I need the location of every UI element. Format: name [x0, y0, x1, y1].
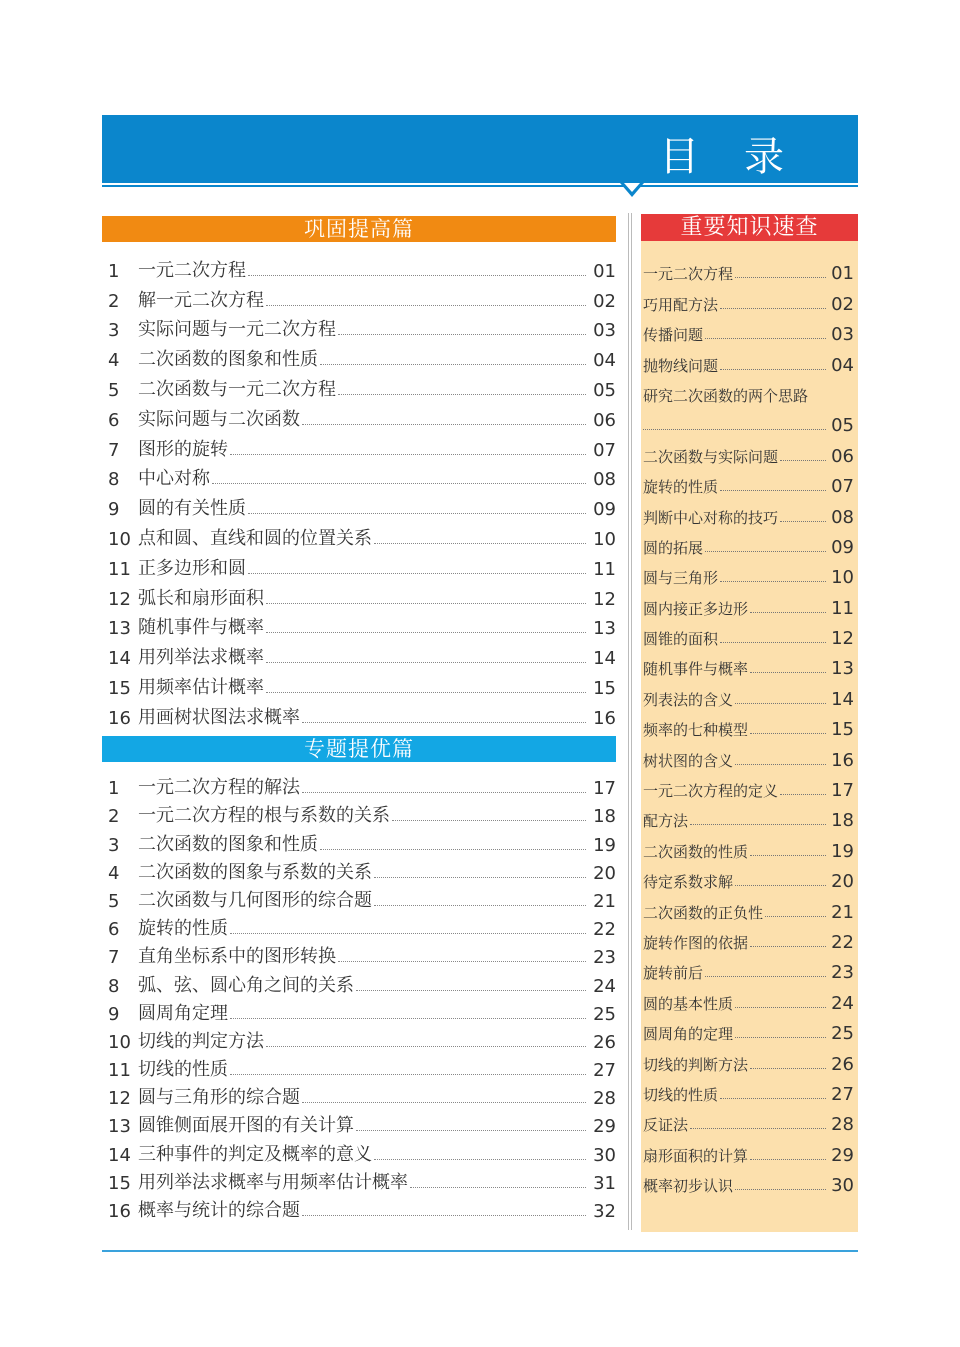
toc-label: 圆的有关性质	[138, 498, 246, 520]
toc-page: 10	[593, 528, 616, 550]
sidebar-item-label: 研究二次函数的两个思路	[643, 386, 809, 405]
footer-rule	[102, 1250, 858, 1252]
sidebar-item-label: 切线的判断方法	[643, 1055, 749, 1074]
toc-label: 弧长和扇形面积	[138, 587, 264, 609]
section-b-heading: 专题提优篇	[102, 736, 616, 762]
sidebar-item-page: 20	[831, 871, 854, 893]
toc-page: 01	[593, 260, 616, 282]
toc-page: 26	[593, 1031, 616, 1053]
toc-page: 02	[593, 290, 616, 312]
title-banner	[102, 115, 858, 183]
sidebar-item[interactable]	[641, 740, 858, 770]
sidebar-item-page: 06	[831, 445, 854, 467]
dot-leader	[720, 308, 826, 309]
sidebar-item[interactable]	[641, 345, 858, 375]
sidebar-item[interactable]	[641, 497, 858, 527]
sidebar-item-label: 概率初步认识	[643, 1177, 734, 1196]
dot-leader	[374, 1159, 586, 1160]
toc-row[interactable]	[102, 401, 616, 431]
toc-page: 23	[593, 947, 616, 969]
page-title: 目 录	[659, 134, 800, 180]
toc-label: 圆锥侧面展开图的有关计算	[138, 1115, 354, 1137]
toc-label: 二次函数的图象与系数的关系	[138, 861, 372, 883]
toc-number: 14	[108, 1144, 131, 1166]
dot-leader	[750, 855, 826, 856]
sidebar-item-leader-line	[641, 406, 858, 436]
dot-leader	[705, 338, 826, 339]
sidebar-item[interactable]	[641, 771, 858, 801]
toc-row[interactable]	[102, 490, 616, 520]
sidebar-item-page: 11	[831, 597, 854, 619]
dot-leader	[302, 1102, 586, 1103]
sidebar-item[interactable]	[641, 1044, 858, 1074]
sidebar-item-page: 21	[831, 901, 854, 923]
toc-number: 5	[108, 379, 120, 401]
toc-row[interactable]	[102, 610, 616, 640]
toc-number: 6	[108, 919, 120, 941]
dot-leader	[230, 933, 586, 934]
dot-leader	[338, 961, 586, 962]
sidebar-item-label: 圆与三角形	[643, 569, 719, 588]
toc-page: 29	[593, 1116, 616, 1138]
sidebar-item[interactable]	[641, 467, 858, 497]
dot-leader	[320, 849, 586, 850]
sidebar-item-label: 树状图的含义	[643, 751, 734, 770]
toc-number: 16	[108, 1201, 131, 1222]
toc-row[interactable]	[102, 431, 616, 461]
sidebar-item-page: 14	[831, 688, 854, 710]
sidebar-item-label: 二次函数的正负性	[643, 903, 764, 922]
dot-leader	[690, 1128, 826, 1129]
toc-label: 随机事件与概率	[138, 617, 264, 639]
toc-row[interactable]	[102, 1081, 616, 1109]
dot-leader	[750, 1068, 826, 1069]
dot-leader	[374, 905, 586, 906]
toc-row[interactable]	[102, 341, 616, 371]
sidebar-item[interactable]	[641, 923, 858, 953]
sidebar-item-page: 17	[831, 780, 854, 802]
sidebar-item[interactable]	[641, 710, 858, 740]
sidebar-item-label: 旋转作图的依据	[643, 934, 749, 952]
sidebar-list	[641, 254, 858, 1196]
sidebar-item-page: 12	[831, 628, 854, 650]
toc-row[interactable]	[102, 1109, 616, 1137]
toc-page: 20	[593, 862, 616, 884]
sidebar-item[interactable]	[641, 376, 858, 437]
dot-leader	[690, 824, 826, 825]
toc-page: 32	[593, 1201, 616, 1222]
toc-label: 用列举法求概率	[138, 647, 264, 669]
dot-leader	[266, 603, 586, 604]
dot-leader	[735, 277, 826, 278]
toc-page: 08	[593, 469, 616, 491]
dot-leader	[266, 692, 586, 693]
toc-page: 14	[593, 648, 616, 670]
sidebar-item-label: 一元二次方程的定义	[643, 782, 779, 801]
toc-label: 正多边形和圆	[138, 557, 246, 579]
dot-leader	[230, 1074, 586, 1075]
sidebar-item-label: 圆锥的面积	[643, 630, 719, 649]
toc-number: 15	[108, 1172, 131, 1194]
sidebar-item-label: 旋转前后	[643, 964, 704, 983]
dot-leader	[735, 703, 826, 704]
sidebar-item-label: 配方法	[643, 812, 689, 831]
toc-page: 30	[593, 1144, 616, 1166]
toc-row[interactable]	[102, 856, 616, 884]
column-divider	[628, 213, 632, 1230]
sidebar-item[interactable]	[641, 1135, 858, 1165]
toc-label: 一元二次方程	[138, 259, 246, 281]
toc-row[interactable]	[102, 884, 616, 912]
dot-leader	[720, 490, 826, 491]
sidebar-item[interactable]	[641, 315, 858, 345]
sidebar-heading: 重要知识速查	[641, 214, 858, 241]
sidebar-item-label: 旋转的性质	[643, 478, 719, 497]
section-b-list	[102, 771, 616, 1222]
sidebar-item[interactable]	[641, 862, 858, 892]
toc-number: 8	[108, 975, 120, 997]
toc-number: 12	[108, 588, 131, 610]
sidebar-item[interactable]	[641, 436, 858, 466]
toc-row[interactable]	[102, 1025, 616, 1053]
toc-label: 图形的旋转	[138, 438, 228, 460]
toc-label: 用频率估计概率	[138, 676, 264, 698]
toc-row[interactable]	[102, 968, 616, 996]
sidebar-item-page: 22	[831, 932, 854, 953]
sidebar-item-page: 29	[831, 1144, 854, 1166]
toc-label: 实际问题与一元二次方程	[138, 319, 336, 341]
dot-leader	[302, 722, 586, 723]
dot-leader	[720, 369, 826, 370]
dot-leader	[266, 1046, 586, 1047]
dot-leader	[720, 1098, 826, 1099]
sidebar-item-label: 圆的拓展	[643, 538, 704, 557]
dot-leader	[302, 424, 586, 425]
toc-page: 31	[593, 1172, 616, 1194]
toc-row[interactable]	[102, 312, 616, 342]
toc-number: 9	[108, 1003, 120, 1025]
toc-row[interactable]	[102, 827, 616, 855]
dot-leader	[212, 483, 586, 484]
sidebar-item[interactable]	[641, 1166, 858, 1196]
toc-page: 15	[593, 677, 616, 699]
dot-leader	[750, 946, 826, 947]
sidebar-item-page: 04	[831, 354, 854, 376]
toc-row[interactable]	[102, 1166, 616, 1194]
toc-row[interactable]	[102, 771, 616, 799]
sidebar-item-page: 27	[831, 1083, 854, 1105]
dot-leader	[780, 521, 826, 522]
sidebar-item-page: 03	[831, 324, 854, 346]
toc-page: 06	[593, 409, 616, 431]
sidebar-item-label: 圆的基本性质	[643, 994, 734, 1013]
section-a-heading: 巩固提高篇	[102, 216, 616, 242]
dot-leader	[320, 364, 586, 365]
toc-label: 解一元二次方程	[138, 289, 264, 311]
dot-leader	[735, 1007, 826, 1008]
toc-number: 11	[108, 558, 131, 580]
toc-label: 旋转的性质	[138, 918, 228, 940]
dot-leader	[735, 764, 826, 765]
sidebar-item[interactable]	[641, 1075, 858, 1105]
dot-leader	[720, 581, 826, 582]
toc-page: 25	[593, 1003, 616, 1025]
toc-number: 10	[108, 1031, 131, 1053]
dot-leader	[374, 543, 586, 544]
sidebar-item-page: 10	[831, 567, 854, 589]
dot-leader	[356, 1130, 586, 1131]
toc-number: 3	[108, 834, 120, 856]
toc-row[interactable]	[102, 699, 616, 729]
toc-page: 21	[593, 890, 616, 912]
toc-label: 实际问题与二次函数	[138, 408, 300, 430]
toc-page: 17	[593, 778, 616, 800]
sidebar-item[interactable]	[641, 254, 858, 284]
dot-leader	[705, 976, 826, 977]
sidebar-item-label: 二次函数的性质	[643, 842, 749, 861]
dot-leader	[735, 1189, 826, 1190]
toc-row[interactable]	[102, 371, 616, 401]
sidebar-item-page: 09	[831, 536, 854, 558]
sidebar-item-label: 列表法的含义	[643, 690, 734, 709]
sidebar-item-label: 待定系数求解	[643, 873, 734, 892]
sidebar-item-page: 13	[831, 658, 854, 680]
toc-number: 10	[108, 528, 131, 550]
toc-page: 07	[593, 439, 616, 461]
sidebar-item-label: 抛物线问题	[643, 356, 719, 375]
sidebar-item-page: 18	[831, 810, 854, 832]
toc-label: 弧、弦、圆心角之间的关系	[138, 974, 354, 996]
toc-row[interactable]	[102, 580, 616, 610]
sidebar-item-page: 08	[831, 506, 854, 528]
toc-number: 1	[108, 778, 120, 800]
sidebar-item[interactable]	[641, 831, 858, 861]
sidebar-item-page: 15	[831, 719, 854, 741]
dot-leader	[302, 1215, 586, 1216]
dot-leader	[248, 275, 586, 276]
toc-page: 18	[593, 806, 616, 828]
dot-leader	[392, 820, 586, 821]
sidebar-item-page: 28	[831, 1114, 854, 1136]
sidebar-item-page: 30	[831, 1175, 854, 1197]
toc-page: 27	[593, 1060, 616, 1082]
toc-label: 切线的判定方法	[138, 1030, 264, 1052]
toc-number: 13	[108, 1116, 131, 1138]
toc-label: 二次函数与几何图形的综合题	[138, 889, 372, 911]
sidebar-item-page: 26	[831, 1053, 854, 1075]
sidebar-item[interactable]	[641, 588, 858, 618]
sidebar-item[interactable]	[641, 1014, 858, 1044]
toc-number: 11	[108, 1060, 131, 1082]
toc-label: 二次函数与一元二次方程	[138, 378, 336, 400]
dot-leader	[230, 1018, 586, 1019]
toc-label: 一元二次方程的根与系数的关系	[138, 805, 390, 827]
sidebar-item[interactable]	[641, 983, 858, 1013]
toc-number: 1	[108, 260, 120, 282]
toc-page: 04	[593, 350, 616, 372]
toc-page: 24	[593, 975, 616, 997]
toc-number: 14	[108, 648, 131, 670]
dot-leader	[780, 794, 826, 795]
sidebar-item-page: 25	[831, 1023, 854, 1045]
toc-row[interactable]	[102, 520, 616, 550]
dot-leader	[356, 990, 586, 991]
toc-label: 圆周角定理	[138, 1002, 228, 1024]
dot-leader	[735, 1037, 826, 1038]
toc-number: 2	[108, 806, 120, 828]
toc-label: 圆与三角形的综合题	[138, 1087, 300, 1109]
toc-label: 二次函数的图象和性质	[138, 833, 318, 855]
sidebar-item[interactable]	[641, 679, 858, 709]
sidebar-item-label: 一元二次方程	[643, 265, 734, 284]
toc-number: 16	[108, 707, 131, 729]
dot-leader	[735, 885, 826, 886]
sidebar-item-label: 二次函数与实际问题	[643, 447, 779, 466]
toc-number: 6	[108, 409, 120, 431]
toc-label: 用画树状图法求概率	[138, 706, 300, 728]
sidebar-item[interactable]	[641, 1105, 858, 1135]
section-a-list	[102, 252, 616, 729]
sidebar-item-page: 02	[831, 293, 854, 315]
toc-row[interactable]	[102, 461, 616, 491]
toc-row[interactable]	[102, 799, 616, 827]
sidebar-item-label: 圆周角的定理	[643, 1025, 734, 1044]
toc-page: 16	[593, 707, 616, 729]
toc-number: 4	[108, 350, 120, 372]
dot-leader	[410, 1187, 586, 1188]
toc-page: 13	[593, 618, 616, 640]
dot-leader	[720, 642, 826, 643]
sidebar-item-page: 07	[831, 476, 854, 498]
toc-row[interactable]	[102, 550, 616, 580]
sidebar-item-page: 24	[831, 992, 854, 1014]
toc-page: 19	[593, 834, 616, 856]
toc-number: 2	[108, 290, 120, 312]
toc-label: 二次函数的图象和性质	[138, 349, 318, 371]
sidebar-item[interactable]	[641, 953, 858, 983]
dot-leader	[248, 573, 586, 574]
sidebar-item[interactable]	[641, 528, 858, 558]
sidebar-item-label: 频率的七种模型	[643, 721, 749, 740]
banner-notch-inner	[624, 183, 640, 192]
dot-leader	[705, 551, 826, 552]
sidebar-item-label: 圆内接正多边形	[643, 599, 749, 618]
toc-row[interactable]	[102, 282, 616, 312]
toc-row[interactable]	[102, 1194, 616, 1222]
sidebar-item[interactable]	[641, 284, 858, 314]
dot-leader	[374, 877, 586, 878]
sidebar-item[interactable]	[641, 892, 858, 922]
dot-leader	[338, 334, 586, 335]
sidebar-item-label: 判断中心对称的技巧	[643, 508, 779, 527]
toc-page: 12	[593, 588, 616, 610]
toc-row[interactable]	[102, 997, 616, 1025]
toc-row[interactable]	[102, 940, 616, 968]
toc-label: 点和圆、直线和圆的位置关系	[138, 527, 372, 549]
toc-row[interactable]	[102, 1137, 616, 1165]
toc-number: 8	[108, 469, 120, 491]
dot-leader	[248, 513, 586, 514]
sidebar-item-label: 随机事件与概率	[643, 660, 749, 679]
sidebar-item-label: 传播问题	[643, 326, 704, 345]
sidebar-item-label: 切线的性质	[643, 1085, 719, 1104]
toc-row[interactable]	[102, 669, 616, 699]
toc-label: 概率与统计的综合题	[138, 1200, 300, 1221]
toc-page: 22	[593, 919, 616, 941]
sidebar-item[interactable]	[641, 649, 858, 679]
toc-page: 28	[593, 1088, 616, 1110]
sidebar-item-page: 05	[831, 415, 854, 437]
toc-row[interactable]	[102, 639, 616, 669]
dot-leader	[780, 460, 826, 461]
toc-label: 三种事件的判定及概率的意义	[138, 1143, 372, 1165]
sidebar-item-page: 23	[831, 962, 854, 984]
sidebar-item-page: 19	[831, 840, 854, 862]
toc-number: 4	[108, 862, 120, 884]
sidebar-item[interactable]	[641, 619, 858, 649]
toc-page: 11	[593, 558, 616, 580]
toc-label: 一元二次方程的解法	[138, 777, 300, 799]
dot-leader	[750, 612, 826, 613]
toc-number: 7	[108, 947, 120, 969]
dot-leader	[765, 916, 826, 917]
dot-leader	[302, 792, 586, 793]
toc-number: 5	[108, 890, 120, 912]
dot-leader	[338, 394, 586, 395]
sidebar-item-label: 扇形面积的计算	[643, 1146, 749, 1165]
dot-leader	[750, 1159, 826, 1160]
dot-leader	[750, 733, 826, 734]
sidebar-item-label: 巧用配方法	[643, 295, 719, 314]
toc-page: 03	[593, 320, 616, 342]
dot-leader	[266, 632, 586, 633]
dot-leader	[750, 672, 826, 673]
toc-number: 12	[108, 1088, 131, 1110]
dot-leader	[266, 305, 586, 306]
toc-number: 9	[108, 499, 120, 521]
toc-page: 05	[593, 379, 616, 401]
toc-row[interactable]	[102, 912, 616, 940]
toc-number: 3	[108, 320, 120, 342]
toc-row[interactable]	[102, 1053, 616, 1081]
toc-number: 7	[108, 439, 120, 461]
toc-number: 15	[108, 677, 131, 699]
dot-leader	[643, 429, 826, 430]
sidebar-item-label: 反证法	[643, 1116, 689, 1135]
toc-number: 13	[108, 618, 131, 640]
toc-label: 切线的性质	[138, 1059, 228, 1081]
banner-underline	[102, 185, 858, 187]
toc-row[interactable]	[102, 252, 616, 282]
dot-leader	[266, 662, 586, 663]
toc-page: 09	[593, 499, 616, 521]
dot-leader	[230, 454, 586, 455]
sidebar-item-page: 01	[831, 263, 854, 285]
toc-label: 用列举法求概率与用频率估计概率	[138, 1171, 408, 1193]
sidebar-item[interactable]	[641, 801, 858, 831]
sidebar-item-page: 16	[831, 749, 854, 771]
toc-label: 中心对称	[138, 468, 210, 490]
toc-label: 直角坐标系中的图形转换	[138, 946, 336, 968]
sidebar-item[interactable]	[641, 558, 858, 588]
